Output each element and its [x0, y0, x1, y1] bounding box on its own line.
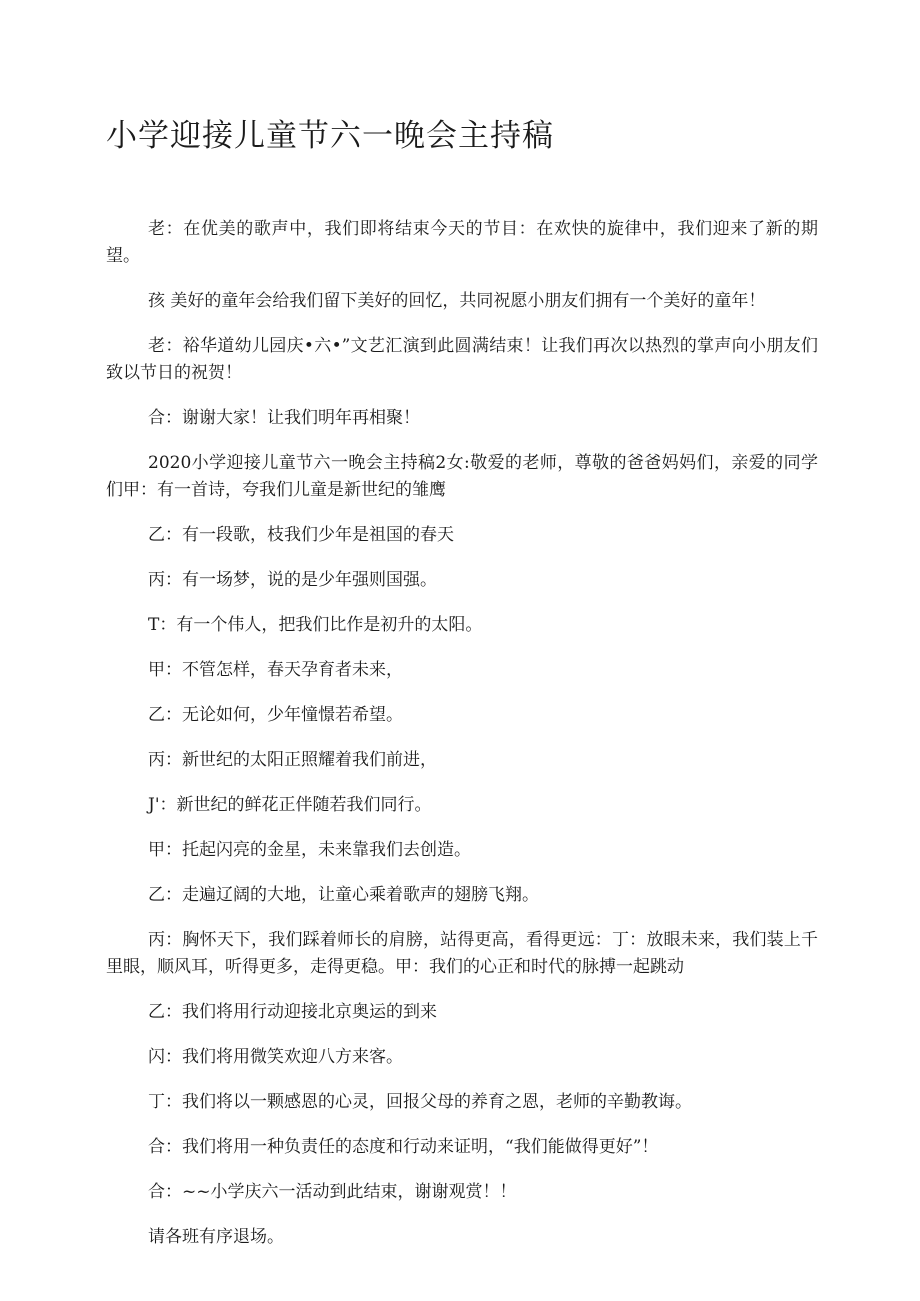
paragraph: 合：我们将用一种负责任的态度和行动来证明，“我们能做得更好”！ — [148, 1137, 659, 1157]
paragraph: 丁：我们将以一颗感恩的心灵，回报父母的养育之恩，老师的辛勤教诲。 — [148, 1092, 692, 1112]
paragraph: 2020小学迎接儿童节六一晚会主持稿2女:敬爱的老师，尊敬的爸爸妈妈们，亲爱的同学们甲：有一首诗，夸我们儿童是新世纪的雏鹰 — [106, 453, 818, 500]
document-title: 小学迎接儿童节六一晚会主持稿 — [106, 118, 554, 154]
paragraph: 孩 美好的童年会给我们留下美好的回忆，共同祝愿小朋友们拥有一个美好的童年！ — [148, 291, 766, 311]
paragraph: 丙：胸怀天下，我们踩着师长的肩膀，站得更高，看得更远：丁：放眼未来，我们装上千里眼，顺风耳，听得更多，走得更稳。甲：我们的心正和时代的脉搏一起跳动 — [106, 930, 818, 977]
paragraph: 乙：走遍辽阔的大地，让童心乘着歌声的翅膀飞翔。 — [148, 885, 539, 905]
paragraph: 丙：有一场梦，说的是少年强则国强。 — [148, 570, 437, 590]
paragraph: 老：在优美的歌声中，我们即将结束今天的节目：在欢快的旋律中，我们迎来了新的期望。 — [106, 219, 818, 266]
paragraph: 闪：我们将用微笑欢迎八方来客。 — [148, 1047, 403, 1067]
paragraph: 乙：无论如何，少年憧憬若希望。 — [148, 705, 403, 725]
paragraph: 老：裕华道幼儿园庆•六•”文艺汇演到此圆满结束！让我们再次以热烈的掌声向小朋友们致以节日的祝贺！ — [106, 336, 818, 383]
paragraph: 丙：新世纪的太阳正照耀着我们前进， — [148, 750, 437, 770]
paragraph: 乙：我们将用行动迎接北京奥运的到来 — [148, 1002, 437, 1022]
paragraph: 甲：不管怎样，春天孕育者未来， — [148, 660, 403, 680]
document-body — [106, 216, 818, 1269]
paragraph: 请各班有序退场。 — [148, 1227, 284, 1247]
paragraph: 甲：托起闪亮的金星，未来靠我们去创造。 — [148, 840, 471, 860]
paragraph: J'：新世纪的鲜花正伴随若我们同行。 — [148, 795, 432, 815]
paragraph: T：有一个伟人，把我们比作是初升的太阳。 — [148, 615, 483, 635]
paragraph: 合：~~小学庆六一活动到此结束，谢谢观赏！！ — [148, 1182, 517, 1202]
paragraph: 合：谢谢大家！让我们明年再相聚！ — [148, 408, 420, 428]
paragraph: 乙：有一段歌，枝我们少年是祖国的春天 — [148, 525, 454, 545]
